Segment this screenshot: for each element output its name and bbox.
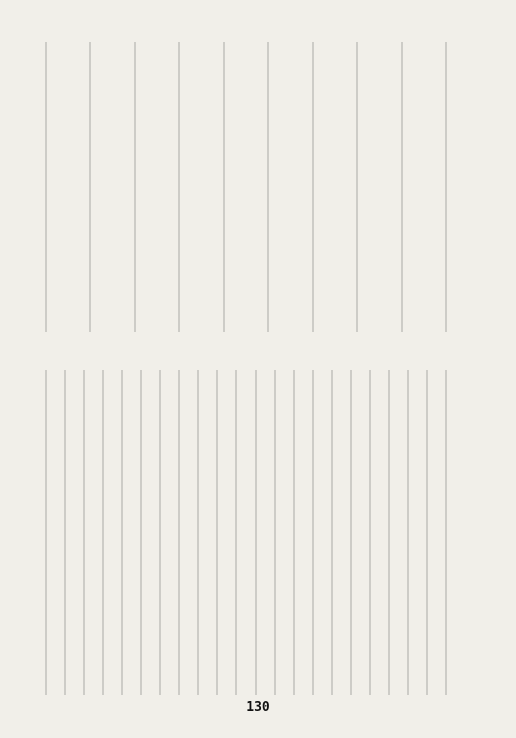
column-text [150, 370, 170, 695]
text-column [80, 42, 100, 332]
column-text [36, 42, 56, 332]
column-text [93, 370, 113, 695]
text-column [436, 370, 456, 695]
text-column [246, 370, 266, 695]
text-column [93, 370, 113, 695]
upper-text-block [36, 42, 456, 332]
text-column [214, 42, 234, 332]
column-text [169, 370, 189, 695]
text-column [341, 370, 361, 695]
lower-text-block [36, 370, 456, 695]
column-text [303, 42, 323, 332]
text-column [36, 42, 56, 332]
text-column [55, 370, 75, 695]
column-text [436, 42, 456, 332]
column-text [169, 42, 189, 332]
column-text [112, 370, 132, 695]
text-column [284, 370, 304, 695]
text-column [258, 42, 278, 332]
text-column [322, 370, 342, 695]
column-text [214, 42, 234, 332]
column-text [303, 370, 323, 695]
column-text [347, 42, 367, 332]
column-text [398, 370, 418, 695]
column-text [246, 370, 266, 695]
text-column [169, 370, 189, 695]
column-text [258, 42, 278, 332]
text-column [436, 42, 456, 332]
column-text [36, 370, 56, 695]
text-column [226, 370, 246, 695]
column-text [322, 370, 342, 695]
text-column [379, 370, 399, 695]
column-text [417, 370, 437, 695]
text-column [265, 370, 285, 695]
page-number: 130 [246, 700, 270, 715]
text-column [150, 370, 170, 695]
text-column [188, 370, 208, 695]
text-column [303, 42, 323, 332]
text-column [347, 42, 367, 332]
column-text [436, 370, 456, 695]
text-column [392, 42, 412, 332]
column-text [188, 370, 208, 695]
column-text [80, 42, 100, 332]
text-column [398, 370, 418, 695]
text-column [417, 370, 437, 695]
column-text [284, 370, 304, 695]
column-text [125, 42, 145, 332]
text-column [360, 370, 380, 695]
column-text [207, 370, 227, 695]
column-text [360, 370, 380, 695]
column-text [265, 370, 285, 695]
column-text [55, 370, 75, 695]
text-column [207, 370, 227, 695]
column-text [379, 370, 399, 695]
column-text [74, 370, 94, 695]
column-text [392, 42, 412, 332]
column-text [226, 370, 246, 695]
text-column [131, 370, 151, 695]
text-column [169, 42, 189, 332]
text-column [36, 370, 56, 695]
text-column [303, 370, 323, 695]
text-column [112, 370, 132, 695]
text-column [74, 370, 94, 695]
column-text [131, 370, 151, 695]
text-column [125, 42, 145, 332]
column-text [341, 370, 361, 695]
